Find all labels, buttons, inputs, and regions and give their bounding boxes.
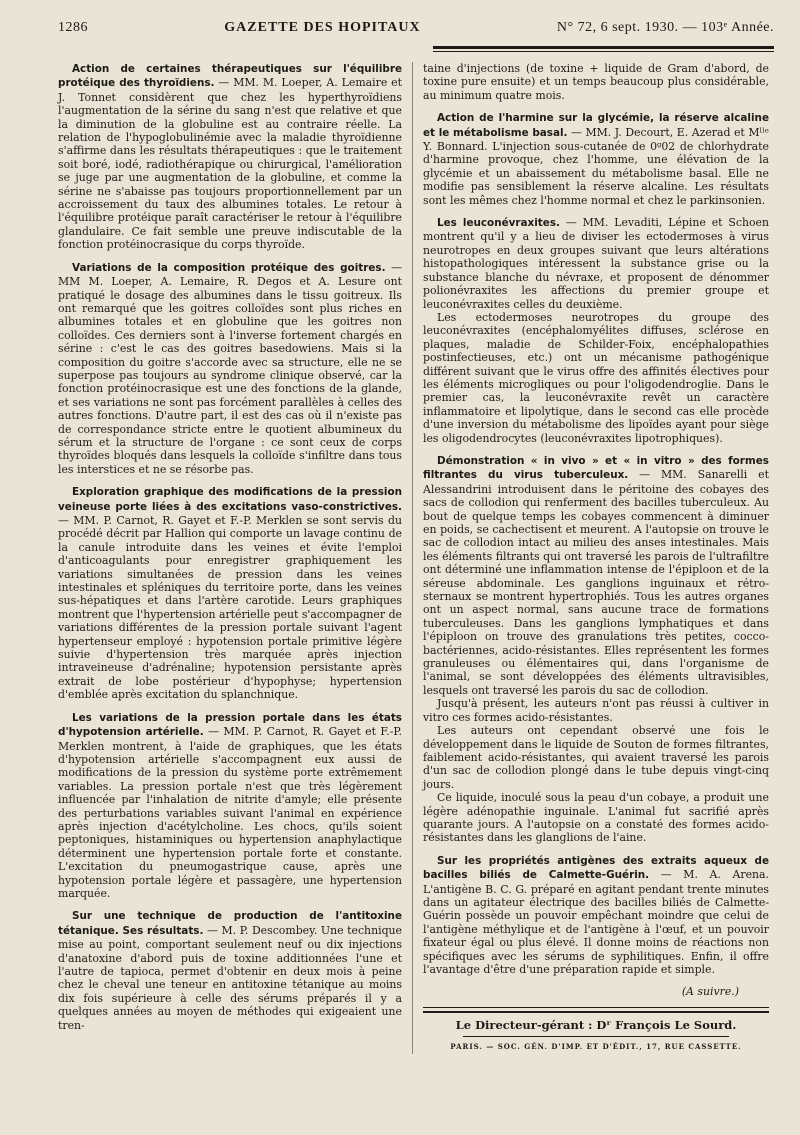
article-heading: Les leuconévraxites. <box>437 217 560 230</box>
header-rule-thin <box>433 51 774 52</box>
article-text: — MM. P. Carnot, R. Gayet et F.-P. Merklen se sont servis du procédé décrit par Hallion qui comporte un lavage continu de la canule introduite dans les veines et évite l'emploi d'anticoagulants pour enregistrer graphiquement les variations simultanées de pression dans les veines intestinales et spléniques du territoire porte, dans les veines sus-hépatiques et dans l'artère carotide. Leurs graphiques montrent que l'hypertension artérielle peut s'accompagner de variations différentes de la pression portale suivant l'agent hypertenseur employé : hypotension portale primitive légère suivie d'hypertension très marquée après injection intraveineuse d'adrénaline; hypotension persistante après extrait de lobe postérieur d'hypophyse; hypertension d'emblée après excitation du splanchnique. <box>58 514 402 702</box>
article <box>58 909 402 1032</box>
article-paragraph <box>58 711 402 901</box>
article-text: — MM. P. Carnot, R. Gayet et F.-P. Merklen montrent, à l'aide de graphiques, que les états d'hypotension artérielle s'accompagnent eux aussi de modifications de la pression du système porte extrêmement variables. La pression portale n'est que très légèrement influencée par l'inhalation de nitrite d'amyle; elle présente des perturbations variables suivant l'animal en expérience après injection d'acétylcholine. Les chocs, qu'ils soient peptoniques, histaminiques ou hypertension anaphylactique déterminent une hypertension portale forte et constante. L'excitation du pneumogastrique cause, après une hypotension portale légère et passagère, une hypertension marquée. <box>58 725 402 900</box>
article <box>423 216 769 445</box>
article-text: Ce liquide, inoculé sous la peau d'un cobaye, a produit une légère adénopathie inguinale. L'animal fut sacrifié après quarante jours. A l'autopsie on a constaté des formes acido-résistantes dans les glanglions de l'aine. <box>423 791 769 845</box>
director-line: Le Directeur-gérant : Dʳ François Le Sourd. <box>455 1017 737 1032</box>
columns <box>58 62 774 1054</box>
article-text: — MM. Sanarelli et Alessandrini introduisent dans le péritoine des cobayes des sacs de collodion qui renferment des bacilles tuberculeux. Au bout de quelque temps les cobayes commencent à diminuer en poids, se cachectisent et meurent. A l'autopsie on trouve le sac de collodion intact au milieu des anses intestinales. Mais les éléments filtrants qui ont traversé les parois de l'ultrafiltre ont déterminé une inflammation intense de l'épiploon et de la séreuse abdominale. Les ganglions inguinaux et rétro-sternaux se montrent hypertrophiés. Tous les autres organes ont un aspect normal, sans aucune trace de formations tuberculeuses. Dans les ganglions lymphatiques et dans l'épiploon on trouve des granulations très petites, cocco-bactériennes, acido-résistantes. Elles représentent les formes granuleuses ou élémentaires qui, dans l'organisme de l'animal, se sont développées des éléments ultravisibles, lesquels ont traversé les parois du sac de collodion. <box>423 468 769 697</box>
article-text: — M. A. Arena. L'antigène B. C. G. préparé en agitant pendant trente minutes dans un agitateur électrique des bacilles biliés de Calmette-Guérin possède un pouvoir empêchant moindre que celui de l'antigène méthylique et de l'antigène à l'œuf, et un pouvoir fixateur égal ou plus élevé. Il donne moins de réactions non spécifiques avec les sérums de syphilitiques. Enfin, il offre l'avantage d'être d'une préparation rapide et simple. <box>423 868 769 976</box>
journal-title: GAZETTE DES HOPITAUX <box>224 20 421 35</box>
article-paragraph <box>423 791 769 845</box>
article-heading: Exploration graphique des modifications de la pression veineuse porte liées à des excitations vaso-constrictives. <box>58 486 402 513</box>
article-paragraph <box>423 854 769 977</box>
article-paragraph <box>423 724 769 791</box>
article <box>58 261 402 477</box>
left-column <box>58 62 413 1054</box>
article-heading: Démonstration « in vivo » et « in vitro » des formes filtrantes du virus tuberculeux. <box>423 454 769 482</box>
article-paragraph <box>423 697 769 724</box>
article-heading: Sur une technique de production de l'antitoxine tétanique. Ses résultats. <box>58 910 402 937</box>
article-paragraph <box>423 62 769 102</box>
to-be-continued: (A suivre.) <box>681 985 739 999</box>
article-paragraph <box>58 485 402 702</box>
article-text: Les auteurs ont cependant observé une fois le développement dans le liquide de Souton de formes filtrantes, faiblement acido-résistantes, qui avaient traversé les parois d'un sac de collodion plongé dans le tube depuis vingt-cinq jours. <box>423 724 769 791</box>
article <box>423 854 769 977</box>
right-column <box>413 62 769 1054</box>
director-rule <box>463 1036 729 1037</box>
article-heading: Les variations de la pression portale dans les états d'hypotension artérielle. <box>58 711 402 739</box>
article-text: Jusqu'à présent, les auteurs n'ont pas réussi à cultiver in vitro ces formes acido-résistantes. <box>423 697 769 724</box>
article-heading: Sur les propriétés antigènes des extraits aqueux de bacilles biliés de Calmette-Guérin. <box>423 854 769 882</box>
printer-line: PARIS. — SOC. GÉN. D'IMP. ET D'ÉDIT., 17, RUE CASSETTE. <box>450 1042 742 1052</box>
article <box>58 62 402 252</box>
header-rule-thick <box>433 46 774 49</box>
article-paragraph <box>58 909 402 1032</box>
page-header <box>58 20 774 36</box>
article-paragraph <box>423 311 769 445</box>
article <box>58 711 402 901</box>
article-heading: Action de certaines thérapeutiques sur l'équilibre protéique des thyroïdiens. <box>58 63 402 90</box>
article-text: — MM. M. Loeper, A. Lemaire et J. Tonnet considèrent que chez les hyperthyroïdiens l'augmentation de la sérine du sang n'est que relative et que la diminution de la globuline est au contraire réelle. La relation de l'hypoglobulinémie avec la maladie thyroïdienne s'affirme dans les résultats thérapeutiques : que le traitement soit boré, iodé, radiothérapique ou chirurgical, l'amélioration se juge par une augmentation de la globuline, et comme la sérine ne s'abaisse pas toujours proportionnellement par un accroissement du taux des albumines totales. Le retour à l'équilibre protéique paraît caractériser le retour à l'équilibre glandulaire. Ce fait semble une preuve indiscutable de la fonction protéinocrasique du corps thyroïde. <box>58 76 402 252</box>
article <box>423 62 769 102</box>
issue-info: N° 72, 6 sept. 1930. — 103ᵉ Année. <box>556 20 774 35</box>
article-paragraph <box>423 454 769 697</box>
page-number: 1286 <box>58 20 88 35</box>
article-paragraph <box>423 216 769 311</box>
footer-rule-thick <box>423 1011 769 1013</box>
article-text: — MM. J. Decourt, E. Azerad et Mˡˡᵉ Y. Bonnard. L'injection sous-cutanée de 0ᵍ02 de chlorhydrate d'harmine provoque, chez l'homme, une élévation de la glycémie et un abaissement du métabolisme basal. Elle ne modifie pas sensiblement la réserve alcaline. Les résultats sont les mêmes chez l'homme normal et chez le parkinsonien. <box>423 125 769 207</box>
article-heading: Variations de la composition protéique des goitres. <box>72 261 386 274</box>
article <box>423 111 769 207</box>
article-paragraph <box>58 62 402 252</box>
article-paragraph <box>423 111 769 207</box>
article <box>423 454 769 845</box>
article-text: — MM. Levaditi, Lépine et Schoen montrent qu'il y a lieu de diviser les ectodermoses à virus neurotropes en deux groupes suivant que leurs altérations histopathologiques intéressent la substance grise ou la substance blanche du névraxe, et proposent de dénommer polionévraxites les affections du premier groupe et leuconévraxites celles du deuxième. <box>423 216 769 311</box>
article-paragraph <box>58 261 402 477</box>
article-text: taine d'injections (de toxine + liquide de Gram d'abord, de toxine pure ensuite) et un temps beaucoup plus considérable, au minimum quatre mois. <box>423 62 769 102</box>
article-text: — MM M. Loeper, A. Lemaire, R. Degos et A. Lesure ont pratiqué le dosage des albumines dans le tissu goitreux. Ils ont remarqué que les goitres colloïdes sont plus riches en albumines totales et en globuline que les goitres non colloïdes. Ces derniers sont à l'inverse fortement chargés en sérine : c'est le cas des goitres basedowiens. Mais si la composition du goitre s'accorde avec sa structure, elle ne se superpose pas toujours au syndrome clinique observé, car la fonction protéinocrasique est une des fonctions de la glande, et ses variations ne sont pas forcément parallèles à celles des autres fonctions. D'autre part, il est des cas où il n'existe pas de correspondance stricte entre le quotient albumineux du sérum et la structure de l'organe : ce sont ceux de corps thyroïdes bloqués dans lesquels la colloïde s'infiltre dans tous les interstices et ne se résorbe pas. <box>58 260 402 476</box>
footer-rule <box>423 1007 769 1008</box>
article <box>58 485 402 702</box>
article-text: — M. P. Descombey. Une technique mise au point, comportant seulement neuf ou dix injections d'anatoxine d'abord puis de toxine additionnées l'une et l'autre de tapioca, permet d'obtenir en deux mois à peine chez le cheval une teneur en antitoxine tétanique au moins dix fois supérieure à celle des sérums préparés il y a quelques années au moyen de méthodes qui exigeaient une tren- <box>58 923 402 1032</box>
article-text: Les ectodermoses neurotropes du groupe des leuconévraxites (encéphalomyélites diffuses, sclérose en plaques, maladie de Schilder-Foix, encéphalopathies postinfectieuses, etc.) ont un mécanisme pathogénique différent suivant que le virus offre des affinités électives pour les éléments microgliques ou pour l'oligodendroglie. Dans le premier cas, la leuconévraxite revêt un caractère inflammatoire et lipolytique, dans le second cas elle procède d'une inversion du métabolisme des lipoïdes ayant pour siège les oligodendrocytes (leuconévraxites lipotrophiques). <box>423 310 769 445</box>
article-heading: Action de l'harmine sur la glycémie, la réserve alcaline et le métabolisme basal. <box>423 112 769 139</box>
